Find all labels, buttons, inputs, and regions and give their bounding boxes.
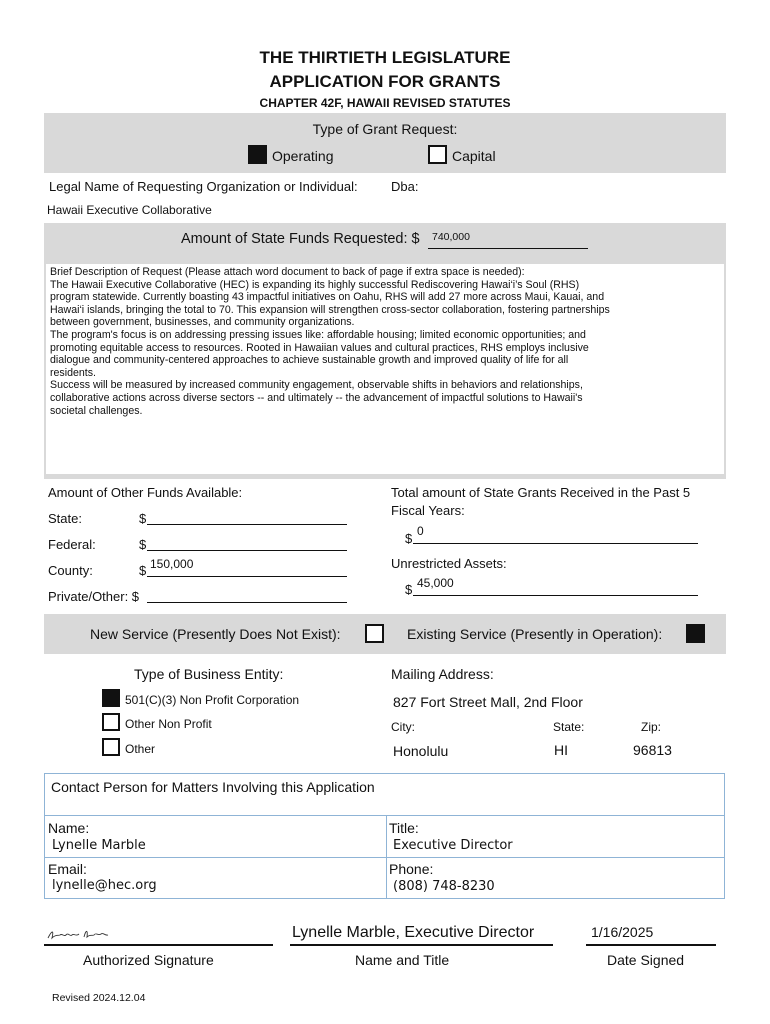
operating-checkbox[interactable]: [248, 145, 267, 164]
contact-header: Contact Person for Matters Involving this Application: [51, 779, 375, 795]
state-label: State:: [553, 720, 585, 734]
amount-requested-label: Amount of State Funds Requested: $: [181, 231, 420, 247]
state-field[interactable]: HI: [554, 742, 568, 758]
form-subtitle: CHAPTER 42F, HAWAII REVISED STATUTES: [259, 96, 511, 110]
contact-name-label: Name:: [48, 820, 90, 836]
state-grants-label-line2: Fiscal Years:: [391, 503, 465, 518]
form-title-line2: APPLICATION FOR GRANTS: [269, 72, 501, 91]
signature-mark: [46, 926, 116, 942]
state-funds-label: State:: [48, 511, 82, 526]
existing-service-label: Existing Service (Presently in Operation):: [407, 626, 663, 642]
private-funds-label: Private/Other: $: [48, 589, 140, 604]
contact-divider-1: [44, 815, 725, 816]
name-title-label: Name and Title: [355, 952, 450, 968]
amount-requested-underline: [428, 248, 588, 249]
contact-title-label: Title:: [389, 820, 419, 836]
new-service-checkbox[interactable]: [365, 624, 384, 643]
county-funds-label: County:: [48, 563, 93, 578]
contact-email-label: Email:: [48, 861, 87, 877]
name-title-line: [290, 944, 553, 946]
operating-label: Operating: [272, 148, 334, 164]
mailing-address-field[interactable]: 827 Fort Street Mall, 2nd Floor: [393, 694, 583, 710]
county-dollar: $: [139, 563, 147, 578]
description-label: Brief Description of Request (Please attach word document to back of page if extra space is needed):: [50, 266, 525, 278]
unrestricted-assets-field[interactable]: 45,000: [417, 576, 454, 590]
mailing-address-label: Mailing Address:: [391, 666, 494, 682]
state-funds-underline: [147, 524, 347, 525]
contact-divider-2: [44, 857, 725, 858]
county-funds-field[interactable]: 150,000: [150, 557, 194, 571]
state-grants-underline: [413, 543, 698, 544]
existing-service-checkbox[interactable]: [686, 624, 705, 643]
other-funds-label: Amount of Other Funds Available:: [48, 485, 243, 500]
date-signed-label: Date Signed: [607, 952, 685, 968]
federal-funds-underline: [147, 550, 347, 551]
unrestricted-dollar: $: [405, 582, 413, 597]
federal-funds-label: Federal:: [48, 537, 96, 552]
other-entity-label: Other: [125, 742, 156, 756]
unrestricted-assets-label: Unrestricted Assets:: [391, 556, 507, 571]
state-grants-field[interactable]: 0: [417, 524, 424, 538]
authorized-signature-label: Authorized Signature: [83, 952, 214, 968]
zip-label: Zip:: [641, 720, 662, 734]
revised-date: Revised 2024.12.04: [52, 992, 146, 1004]
federal-dollar: $: [139, 537, 147, 552]
signature-line: [44, 944, 273, 946]
state-grants-label-line1: Total amount of State Grants Received in the Past 5: [391, 485, 691, 500]
legal-name-label: Legal Name of Requesting Organization or Individual:: [49, 179, 358, 194]
nonprofit-501c3-checkbox[interactable]: [102, 689, 120, 712]
dba-label: Dba:: [391, 179, 419, 194]
zip-field[interactable]: 96813: [633, 742, 672, 758]
description-box[interactable]: [46, 264, 724, 474]
contact-title-field[interactable]: Executive Director: [393, 838, 513, 853]
city-field[interactable]: Honolulu: [393, 743, 449, 759]
other-nonprofit-checkbox[interactable]: [102, 713, 120, 736]
contact-email-field[interactable]: lynelle@hec.org: [52, 878, 157, 893]
nonprofit-501c3-label: 501(C)(3) Non Profit Corporation: [125, 693, 300, 707]
capital-label: Capital: [452, 148, 496, 164]
state-dollar: $: [139, 511, 147, 526]
city-label: City:: [391, 720, 415, 734]
unrestricted-underline: [413, 595, 698, 596]
contact-phone-field[interactable]: (808) 748-8230: [393, 879, 495, 894]
contact-divider-vertical: [386, 815, 387, 899]
other-entity-checkbox[interactable]: [102, 738, 120, 761]
contact-phone-label: Phone:: [389, 861, 434, 877]
form-title-line1: THE THIRTIETH LEGISLATURE: [259, 48, 511, 67]
date-signed-field[interactable]: 1/16/2025: [591, 924, 654, 940]
state-grants-dollar: $: [405, 531, 413, 546]
contact-name-field[interactable]: Lynelle Marble: [52, 838, 146, 853]
new-service-label: New Service (Presently Does Not Exist):: [90, 626, 341, 642]
business-entity-label: Type of Business Entity:: [134, 666, 284, 682]
date-signed-line: [586, 944, 716, 946]
grant-type-label: Type of Grant Request:: [312, 121, 458, 137]
amount-requested-field[interactable]: 740,000: [432, 231, 470, 243]
other-nonprofit-label: Other Non Profit: [125, 717, 212, 731]
capital-checkbox[interactable]: [428, 145, 447, 164]
name-title-field[interactable]: Lynelle Marble, Executive Director: [292, 924, 535, 941]
private-funds-underline: [147, 602, 347, 603]
org-name-field[interactable]: Hawaii Executive Collaborative: [47, 203, 212, 217]
description-text: The Hawaii Executive Collaborative (HEC) is expanding its highly successful Rediscovering Hawai‘i’s Soul (RHS) program statewide. Currently boasting 43 impactful initiatives on Oahu, RHS will add 27 more across Maui, Kauai, and Hawai‘i islands, bringing the total to 70. This expansion will strengthen cross-sector collaboration, fostering partnerships between government, businesses, and community organizations. The program's focus is on addressing pressing issues like: affordable housing; limited economic opportunities; and promoting equitable access to resources. Rooted in Hawaiian values and cultural practices, RHS employs inclusive dialogue and community-centered approaches to achieve sustainable growth and improved quality of life for all residents. Success will be measured by increased community engagement, observable shifts in behaviors and relationships, collaborative actions across diverse sectors -- and ultimately -- the advancement of impactful solutions to Hawaii's societal challenges.: [50, 278, 610, 417]
county-funds-underline: [147, 576, 347, 577]
